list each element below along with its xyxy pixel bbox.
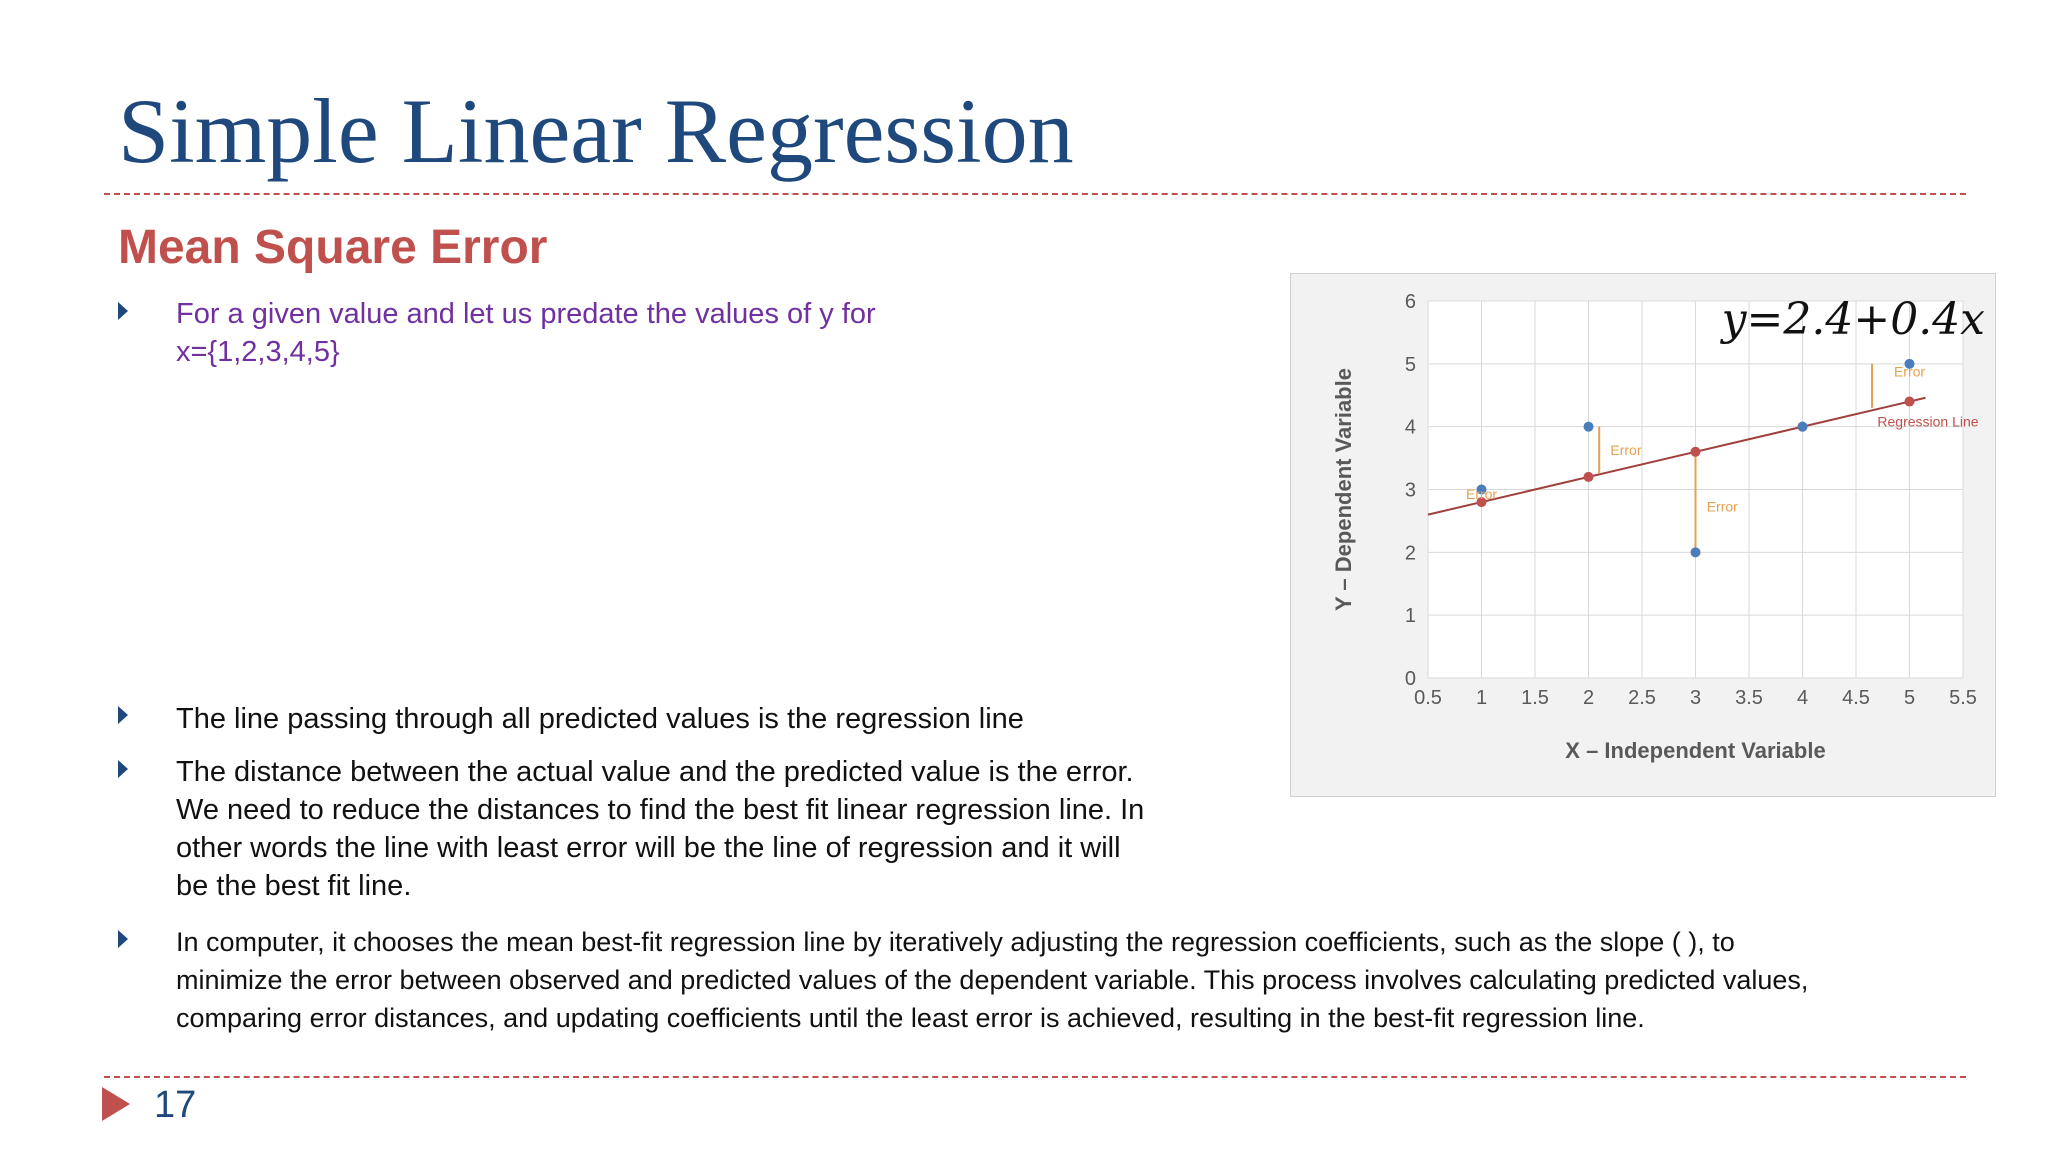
x-tick-label: 4.5 — [1842, 687, 1870, 709]
x-tick-label: 5 — [1903, 687, 1916, 709]
bullet-text: The distance between the actual value and the predicted value is the error. We need to reduce the distances to find the best fit linear regression line. In other words the line with least error will be the line of regression and it will be the best fit line. — [176, 756, 1145, 902]
chart-annotation: Error — [1610, 441, 1642, 458]
chart-annotation: Error — [1893, 363, 1926, 380]
x-axis-label: X – Independent Variable — [1565, 738, 1826, 763]
bullet-marker — [118, 302, 128, 320]
x-tick-label: 1 — [1475, 687, 1488, 709]
footer-divider — [104, 1076, 1966, 1078]
bullet-text: For a given value and let us predate the values of y for x={1,2,3,4,5} — [176, 298, 876, 368]
x-tick-label: 3.5 — [1735, 687, 1763, 709]
page-number: 17 — [154, 1084, 197, 1126]
actual-point — [1691, 547, 1701, 557]
chart-annotation: Error — [1706, 498, 1738, 515]
bullet-text: In computer, it chooses the mean best-fit regression line by iteratively adjusting the regression coefficients, such as the slope ( ), to minimize the error between observed and predicted values of the dependent variable. This process involves calculating predicted values, comparing error distances, and updating coefficients until the least error is achieved, resulting in the best-fit regression line. — [176, 927, 1809, 1033]
predicted-point — [1691, 447, 1701, 457]
regression-chart — [1290, 273, 1996, 797]
y-axis-label: Y – Dependent Variable — [1331, 368, 1356, 611]
y-tick-label: 4 — [1404, 416, 1416, 439]
x-tick-label: 2.5 — [1628, 687, 1656, 709]
regression-chart-svg — [1291, 274, 1995, 796]
actual-point — [1584, 422, 1594, 432]
chart-annotation: Error — [1465, 485, 1498, 502]
bullet-marker — [118, 760, 128, 778]
y-tick-label: 2 — [1404, 542, 1416, 565]
predicted-point — [1905, 397, 1915, 407]
x-tick-label: 4 — [1796, 687, 1809, 709]
slide-title: Simple Linear Regression — [118, 80, 1074, 182]
y-tick-label: 0 — [1404, 668, 1416, 690]
x-tick-label: 2 — [1582, 687, 1595, 709]
title-divider — [104, 193, 1966, 195]
chart-annotation: Regression Line — [1877, 413, 1979, 430]
y-tick-label: 5 — [1404, 353, 1416, 376]
actual-point — [1798, 422, 1808, 432]
x-tick-label: 0.5 — [1414, 687, 1442, 709]
x-tick-label: 5.5 — [1949, 687, 1977, 709]
footer-arrow-icon — [102, 1087, 130, 1121]
y-tick-label: 6 — [1404, 291, 1416, 313]
predicted-point — [1584, 472, 1594, 482]
slide-subtitle: Mean Square Error — [118, 221, 548, 274]
x-tick-label: 1.5 — [1521, 687, 1549, 709]
regression-equation: y=2.4+0.4x — [1721, 294, 1985, 345]
bullet-marker — [118, 930, 128, 948]
x-tick-label: 3 — [1689, 687, 1702, 709]
bullet-text: The line passing through all predicted values is the regression line — [176, 703, 1024, 735]
y-tick-label: 1 — [1404, 605, 1416, 628]
bullet-marker — [118, 706, 128, 724]
y-tick-label: 3 — [1404, 479, 1416, 502]
